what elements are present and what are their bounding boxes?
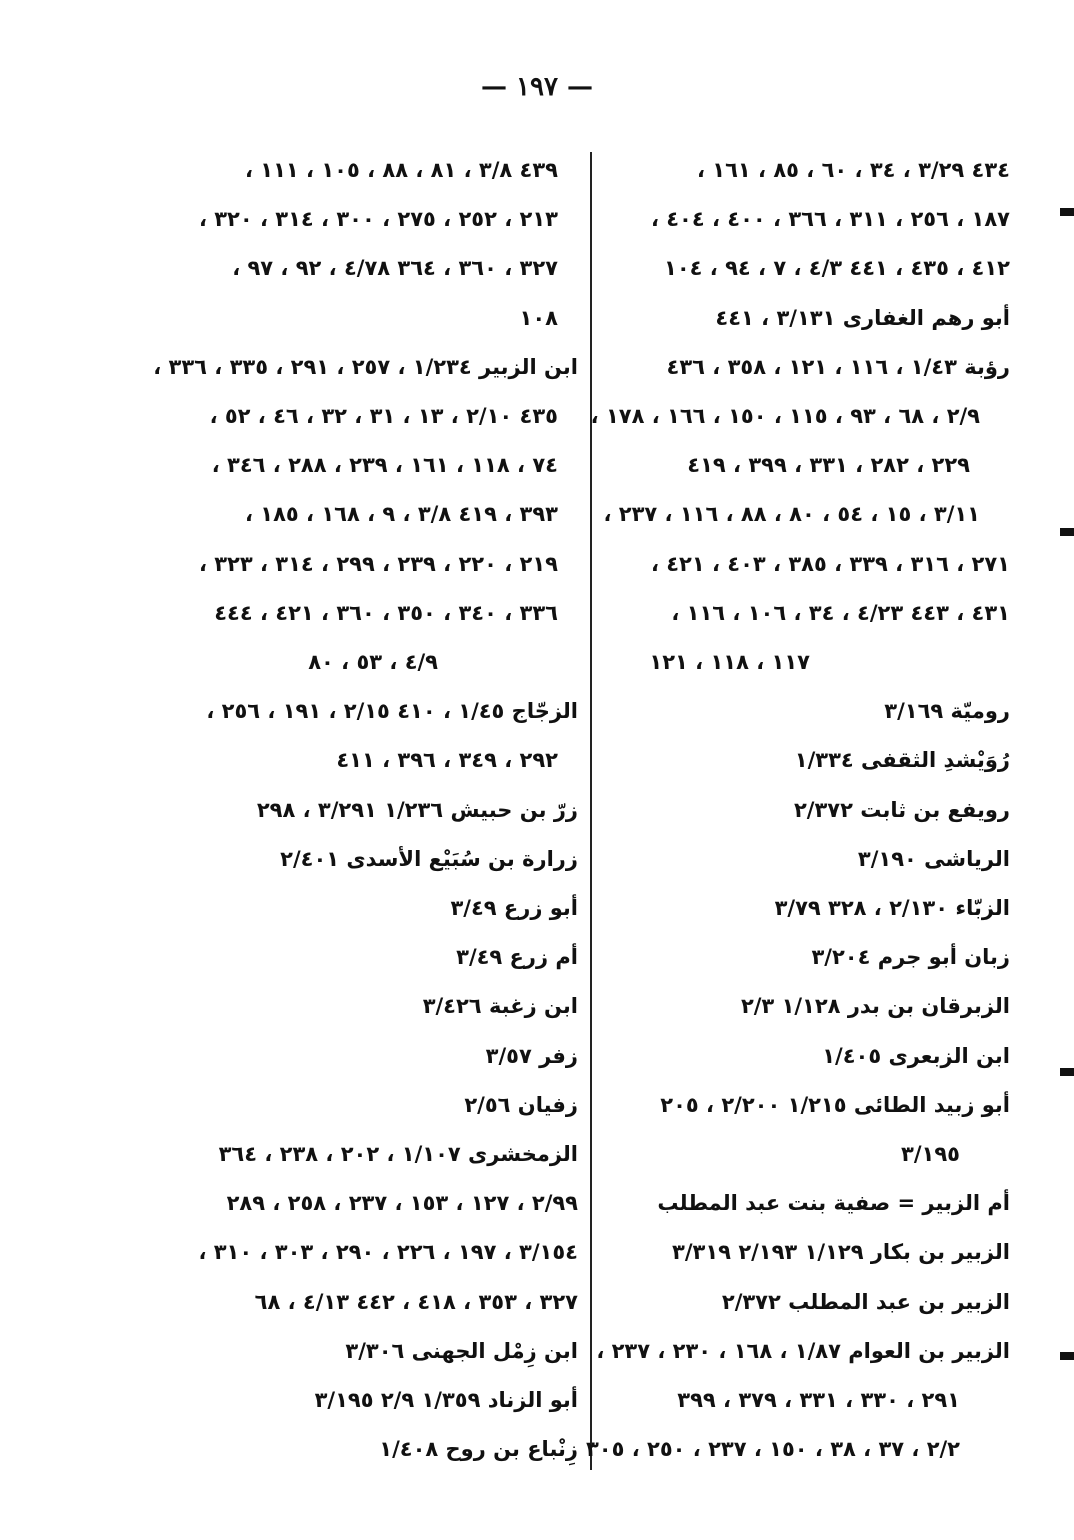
index-entry-line: ٢٩١ ، ٣٣٠ ، ٣٣١ ، ٣٧٩ ، ٣٩٩ (677, 1388, 960, 1412)
index-entry-line: ابن الزبعرى ١/٤٠٥ (822, 1043, 1010, 1068)
index-entry-line: ٢١٩ ، ٢٢٠ ، ٢٣٩ ، ٢٩٩ ، ٣١٤ ، ٣٢٣ ، (198, 551, 558, 576)
index-entry-line: ٤١٢ ، ٤٣٥ ، ٤٤١ ٤/٣ ، ٧ ، ٩٤ ، ١٠٤ (664, 256, 1010, 281)
index-entry-line: زفر ٣/٥٧ (485, 1043, 578, 1068)
index-entry-line: ٣/١٥٤ ، ١٩٧ ، ٢٢٦ ، ٢٩٠ ، ٣٠٣ ، ٣١٠ ، (198, 1240, 578, 1265)
index-entry-line: ١١٧ ، ١١٨ ، ١٢١ (649, 650, 810, 674)
page-number: — ١٩٧ — (480, 72, 594, 102)
index-entry-line: زرارة بن سُبَيْع الأسدى ٢/٤٠١ (280, 846, 578, 871)
index-entry-line: أبو رهم الغفارى ٣/١٣١ ، ٤٤١ (715, 305, 1010, 330)
index-entry-line: ٣/١٩٥ (901, 1142, 960, 1166)
index-entry-line: ٣٢٧ ، ٣٥٣ ، ٤١٨ ، ٤٤٢ ٤/١٣ ، ٦٨ (254, 1289, 578, 1314)
column-divider (590, 152, 592, 1470)
index-entry-line: ٢٧١ ، ٣١٦ ، ٣٣٩ ، ٣٨٥ ، ٤٠٣ ، ٤٢١ ، (650, 551, 1010, 576)
index-column-left (153, 150, 578, 1480)
index-entry-line: ٢/٩٩ ، ١٢٧ ، ١٥٣ ، ٢٣٧ ، ٢٥٨ ، ٢٨٩ (226, 1191, 578, 1216)
index-entry-line: أم زرع ٣/٤٩ (456, 945, 578, 970)
index-entry-line: أبو الزناد ١/٣٥٩ ٢/٩ ٣/١٩٥ (314, 1388, 578, 1412)
margin-mark (1060, 528, 1074, 536)
index-column-right (585, 150, 1010, 1480)
index-entry-line: الزبرقان بن بدر ١/١٢٨ ٢/٣ (740, 994, 1010, 1019)
index-entry-line: ابن زغبة ٣/٤٢٦ (422, 994, 578, 1019)
margin-mark (1060, 208, 1074, 216)
index-entry-line: ابن زِمْل الجهنى ٣/٣٠٦ (345, 1338, 578, 1363)
index-entry-line: ٢٩٢ ، ٣٤٩ ، ٣٩٦ ، ٤١١ (336, 748, 558, 773)
index-entry-line: ٢١٣ ، ٢٥٢ ، ٢٧٥ ، ٣٠٠ ، ٣١٤ ، ٣٢٠ ، (198, 207, 558, 232)
index-entry-line: ٤/٩ ، ٥٣ ، ٨٠ (308, 650, 438, 674)
index-entry-line: أبو زرع ٣/٤٩ (450, 896, 578, 920)
index-entry-line: ٤٣٤ ٣/٢٩ ، ٣٤ ، ٦٠ ، ٨٥ ، ١٦١ ، (697, 158, 1010, 182)
index-entry-line: أم الزبير = صفية بنت عبد المطلب (657, 1191, 1010, 1216)
index-entry-line: الزبّاء ٢/١٣٠ ، ٣٢٨ ٣/٧٩ (774, 896, 1010, 920)
index-entry-line: ٢/٩ ، ٦٨ ، ٩٣ ، ١١٥ ، ١٥٠ ، ١٦٦ ، ١٧٨ ، (590, 404, 980, 428)
index-entry-line: رؤبة ١/٤٣ ، ١١٦ ، ١٢١ ، ٣٥٨ ، ٤٣٦ (666, 354, 1010, 379)
index-entry-line: الزمخشرى ١/١٠٧ ، ٢٠٢ ، ٢٣٨ ، ٣٦٤ (218, 1142, 578, 1166)
index-entry-line: ٤٣٩ ٣/٨ ، ٨١ ، ٨٨ ، ١٠٥ ، ١١١ ، (245, 158, 558, 182)
index-entry-line: ٣٩٣ ، ٤١٩ ٣/٨ ، ٩ ، ١٦٨ ، ١٨٥ ، (245, 502, 558, 527)
index-entry-line: ١٨٧ ، ٢٥٦ ، ٣١١ ، ٣٦٦ ، ٤٠٠ ، ٤٠٤ ، (650, 207, 1010, 232)
index-entry-line: ٤٣١ ، ٤٤٣ ٤/٢٣ ، ٣٤ ، ١٠٦ ، ١١٦ ، (671, 600, 1010, 625)
index-entry-line: الزبير بن بكار ١/١٢٩ ٢/١٩٣ ٣/٣١٩ (672, 1240, 1010, 1265)
index-entry-line: زبان أبو جرم ٣/٢٠٤ (811, 945, 1010, 970)
index-entry-line: الرياشى ٣/١٩٠ (857, 846, 1010, 871)
index-entry-line: أبو زبيد الطائى ١/٢١٥ ٢/٢٠٠ ، ٢٠٥ (660, 1092, 1010, 1117)
index-entry-line: زِنْباع بن روح ١/٤٠٨ (379, 1437, 578, 1462)
margin-mark (1060, 1352, 1074, 1360)
index-entry-line: ٢/٢ ، ٣٧ ، ٣٨ ، ١٥٠ ، ٢٣٧ ، ٢٥٠ ، ٣٠٥ (585, 1437, 960, 1462)
margin-mark (1060, 1068, 1074, 1076)
index-entry-line: روميّة ٣/١٦٩ (884, 699, 1010, 724)
index-entry-line: الزجّاج ١/٤٥ ، ٤١٠ ٢/١٥ ، ١٩١ ، ٢٥٦ ، (206, 699, 578, 724)
index-entry-line: ١٠٨ (519, 305, 558, 330)
index-entry-line: رُوَيْشدِ الثقفى ١/٣٣٤ (794, 748, 1010, 773)
index-entry-line: ٣٢٧ ، ٣٦٠ ، ٣٦٤ ٤/٧٨ ، ٩٢ ، ٩٧ ، (232, 256, 558, 281)
index-entry-line: ٢٢٩ ، ٢٨٢ ، ٣٣١ ، ٣٩٩ ، ٤١٩ (687, 453, 970, 478)
index-entry-line: ٣٣٦ ، ٣٤٠ ، ٣٥٠ ، ٣٦٠ ، ٤٢١ ، ٤٤٤ (214, 600, 558, 625)
index-entry-line: رويفع بن ثابت ٢/٣٧٢ (793, 797, 1010, 822)
index-entry-line: زرّ بن حبيش ١/٢٣٦ ٣/٢٩١ ، ٢٩٨ (256, 797, 578, 822)
index-entry-line: ابن الزبير ١/٢٣٤ ، ٢٥٧ ، ٢٩١ ، ٣٣٥ ، ٣٣٦ ، (153, 354, 578, 379)
index-entry-line: ٣/١١ ، ١٥ ، ٥٤ ، ٨٠ ، ٨٨ ، ١١٦ ، ٢٣٧ ، (603, 502, 980, 527)
index-entry-line: زفيان ٢/٥٦ (464, 1092, 578, 1117)
index-entry-line: ٧٤ ، ١١٨ ، ١٦١ ، ٢٣٩ ، ٢٨٨ ، ٣٤٦ ، (211, 453, 558, 478)
index-entry-line: الزبير بن العوام ١/٨٧ ، ١٦٨ ، ٢٣٠ ، ٢٣٧ ، (596, 1338, 1010, 1363)
index-entry-line: ٤٣٥ ٢/١٠ ، ١٣ ، ٣١ ، ٣٢ ، ٤٦ ، ٥٢ ، (209, 404, 558, 428)
index-entry-line: الزبير بن عبد المطلب ٢/٣٧٢ (721, 1289, 1010, 1314)
